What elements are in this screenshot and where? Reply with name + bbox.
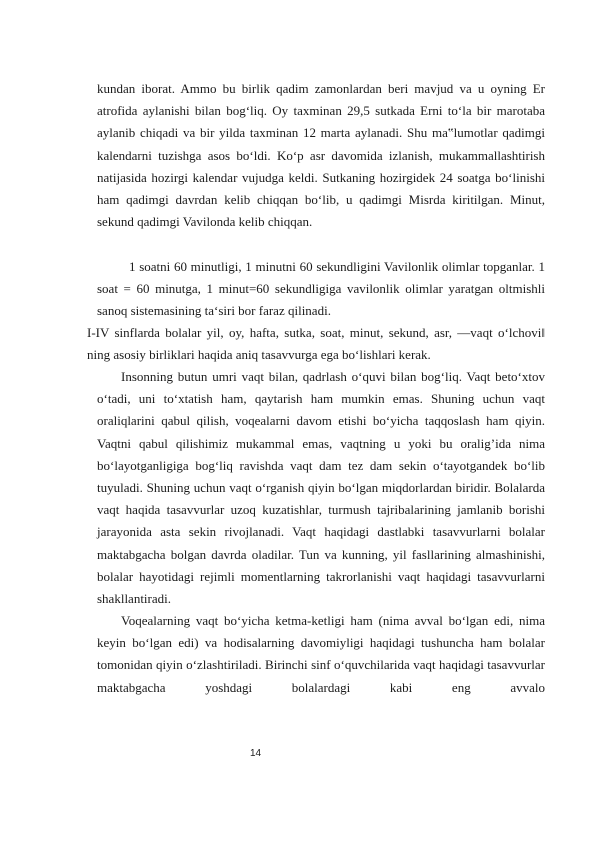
page-number: 14 — [250, 748, 262, 759]
paragraph-time-perception: Insonning butun umri vaqt bilan, qadrlash o‘quvi bilan bog‘liq. Vaqt beto‘xtov o‘tadi, uni to‘xtatish ham, qaytarish ham mumkin emas. Shuning uchun vaqt oraliqlarini qabul qilish, voqealarni davom etishi bo‘yicha taqqoslash ham qiyin. Vaqtni qabul qilishimiz mukammal emas, vaqtning u yoki bu oralig’ida nima bo‘layotganligiga bog‘liq ravishda vaqt dam tez dam sekin o‘tayotgandek bo‘lib tuyuladi. Shuning uchun vaqt o‘rganish qiyin bo‘lgan miqdorlardan biridir. Bolalarda vaqt haqida tasavvurlar uzoq kuzatishlar, turmush tajribalarining jamlanib borishi jarayonida asta sekin rivojlanadi. Vaqt haqidagi dastlabki tasavvurlarni bolalar maktabgacha bolgan davrda oladilar. Tun va kunning, yil fasllarining almashinishi, bolalar hayotidagi rejimli momentlarning takrorlanishi vaqt haqidagi tasavvurlarni shakllantiradi. — [97, 369, 545, 607]
paragraph-sequence-of-events: Voqealarning vaqt bo‘yicha ketma-ketligi ham (nima avval bo‘lgan edi, nima keyin bo‘lgan edi) va hodisalarning davomiyligi haqidagi tushuncha ham bolalar tomonidan qiyin o‘zlashtiriladi. Birinchi sinf o‘quvchilarida vaqt haqidagi tasavvurlar maktabgacha yoshdagi bolalardagi kabi eng avvalo — [97, 613, 545, 695]
paragraph-calendar-origin: kundan iborat. Ammo bu birlik qadim zamonlardan beri mavjud va u oyning Er atrofida aylanishi bilan bog‘liq. Oy taxminan 29,5 sutkada Erni to‘la bir marotaba aylanib chiqadi va bir yilda taxminan 12 marta aylanadi. Shu ma‟lumotlar qadimgi kalendarni tuzishga asos bo‘ldi. Ko‘p asr davomida izlanish, mukammallashtirish natijasida hozirgi kalendar vujudga keldi. Sutkaning hozirgidek 24 soatga bo‘linishi ham qadimgi davrdan kelib chiqqan bo‘lib, u qadimgi Misrda kiritilgan. Minut, sekund qadimgi Vavilonda kelib chiqqan. — [97, 81, 545, 230]
paragraph-grade-requirements: I-IV sinflarda bolalar yil, oy, hafta, sutka, soat, minut, sekund, asr, ―vaqt o‘lchovi‖ ning asosiy birliklari haqida aniq tasavvurga ega bo‘lishlari kerak. — [87, 325, 545, 363]
paragraph-babylonian-units: 1 soatni 60 minutligi, 1 minutni 60 sekundligini Vavilonlik olimlar topganlar. 1 soat = 60 minutga, 1 minut=60 sekundligiga vavilonlik olimlar yaratgan oltmishli sanoq sistemasining ta‘siri bor faraz qilinadi. — [97, 259, 545, 319]
